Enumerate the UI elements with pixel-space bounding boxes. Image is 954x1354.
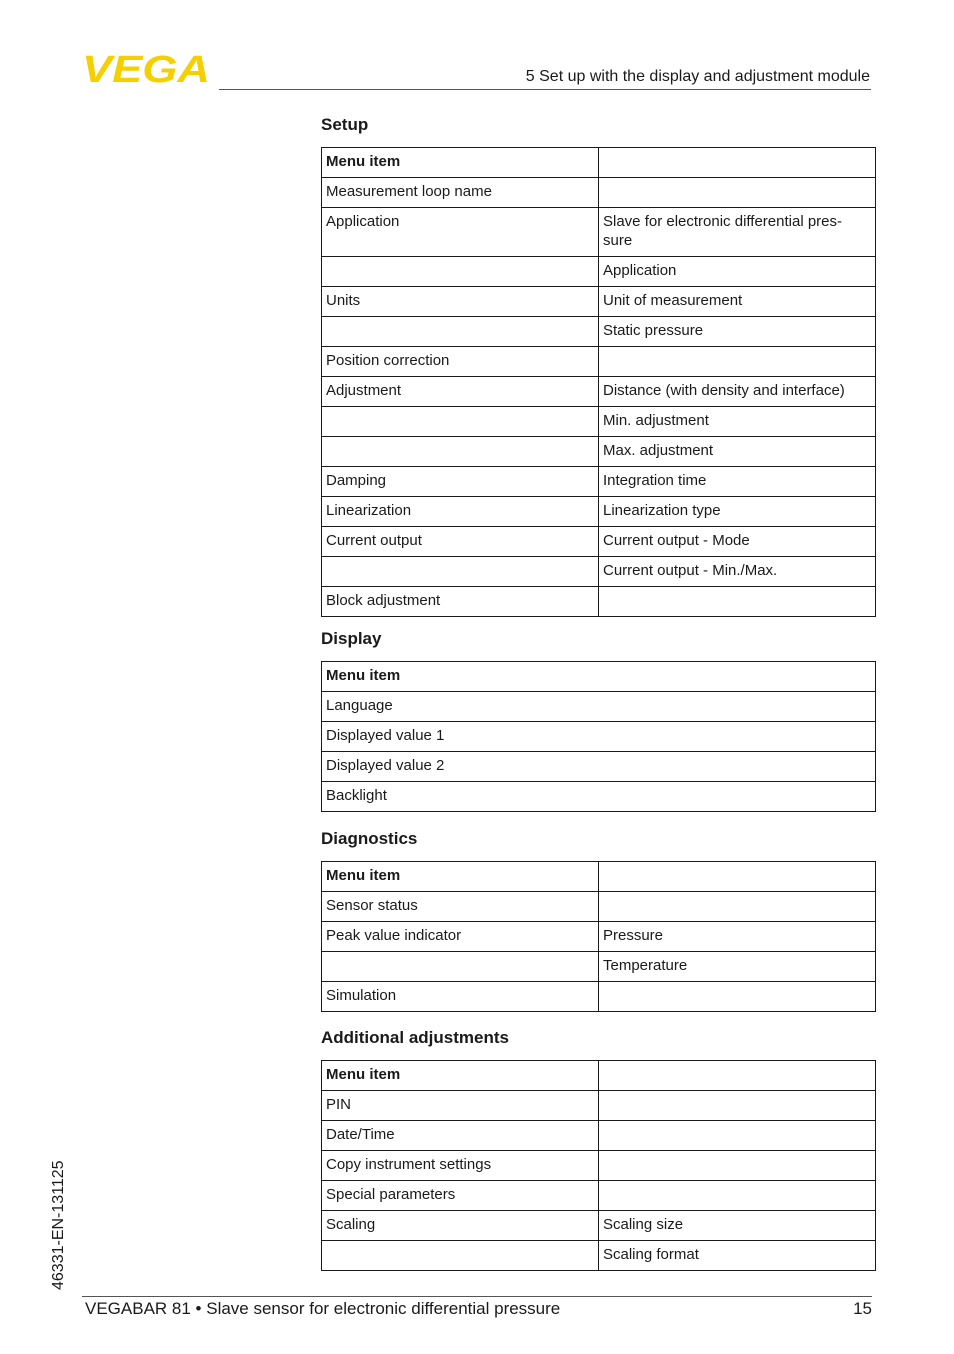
table-row xyxy=(322,178,876,208)
table-row xyxy=(322,467,876,497)
table-row xyxy=(322,1091,876,1121)
submenu-item-cell: Unit of measurement xyxy=(599,287,876,317)
display-table xyxy=(321,661,876,812)
menu-item-cell xyxy=(322,407,599,437)
table-row xyxy=(322,437,876,467)
submenu-item-cell: Scaling size xyxy=(599,1211,876,1241)
menu-item-cell: Menu item xyxy=(322,1061,599,1091)
menu-item-cell: Menu item xyxy=(322,662,876,692)
menu-item-cell: Displayed value 1 xyxy=(322,722,876,752)
document-code: 46331-EN-131125 xyxy=(50,1160,67,1290)
menu-item-cell: Language xyxy=(322,692,876,722)
menu-item-cell: Copy instrument settings xyxy=(322,1151,599,1181)
table-row xyxy=(322,377,876,407)
menu-item-cell: Menu item xyxy=(322,862,599,892)
menu-item-cell: PIN xyxy=(322,1091,599,1121)
menu-item-cell: Special parameters xyxy=(322,1181,599,1211)
menu-item-cell xyxy=(322,437,599,467)
table-row xyxy=(322,952,876,982)
table-row xyxy=(322,407,876,437)
menu-item-cell: Scaling xyxy=(322,1211,599,1241)
table-row xyxy=(322,922,876,952)
menu-item-cell: Linearization xyxy=(322,497,599,527)
submenu-item-cell: Linearization type xyxy=(599,497,876,527)
menu-item-cell xyxy=(322,557,599,587)
svg-text:VEGA: VEGA xyxy=(82,52,210,84)
table-row xyxy=(322,1121,876,1151)
submenu-item-cell: Max. adjustment xyxy=(599,437,876,467)
menu-item-cell: Date/Time xyxy=(322,1121,599,1151)
submenu-item-cell: Pressure xyxy=(599,922,876,952)
table-row xyxy=(322,287,876,317)
table-row xyxy=(322,722,876,752)
submenu-item-cell: Application xyxy=(599,257,876,287)
section-title-display: Display xyxy=(321,629,382,648)
submenu-item-cell: Min. adjustment xyxy=(599,407,876,437)
menu-item-cell: Current output xyxy=(322,527,599,557)
table-row xyxy=(322,1151,876,1181)
table-header-row xyxy=(322,862,876,892)
submenu-item-cell xyxy=(599,1061,876,1091)
submenu-item-cell xyxy=(599,1091,876,1121)
menu-item-cell: Measurement loop name xyxy=(322,178,599,208)
menu-item-cell xyxy=(322,1241,599,1271)
table-row xyxy=(322,1211,876,1241)
table-header-row xyxy=(322,148,876,178)
section-title-diagnostics: Diagnostics xyxy=(321,829,418,848)
submenu-item-cell: Slave for electronic differential pres- sure xyxy=(599,208,876,257)
menu-item-cell: Sensor status xyxy=(322,892,599,922)
submenu-item-cell: Temperature xyxy=(599,952,876,982)
table-row xyxy=(322,497,876,527)
submenu-item-cell: Static pressure xyxy=(599,317,876,347)
chapter-title: 5 Set up with the display and adjustment module xyxy=(525,68,870,85)
submenu-item-cell xyxy=(599,1181,876,1211)
section-title-setup: Setup xyxy=(321,115,369,134)
menu-item-cell: Units xyxy=(322,287,599,317)
menu-item-cell xyxy=(322,952,599,982)
header-divider xyxy=(219,89,871,90)
table-row xyxy=(322,208,876,257)
submenu-item-cell: Current output - Min./Max. xyxy=(599,557,876,587)
submenu-item-cell xyxy=(599,892,876,922)
menu-item-cell: Application xyxy=(322,208,599,257)
submenu-item-cell xyxy=(599,1151,876,1181)
menu-item-cell: Block adjustment xyxy=(322,587,599,617)
table-row xyxy=(322,782,876,812)
menu-item-cell xyxy=(322,257,599,287)
menu-item-cell xyxy=(322,317,599,347)
menu-item-cell: Damping xyxy=(322,467,599,497)
menu-item-cell: Adjustment xyxy=(322,377,599,407)
table-row xyxy=(322,892,876,922)
table-row xyxy=(322,317,876,347)
table-row xyxy=(322,347,876,377)
submenu-item-cell xyxy=(599,982,876,1012)
table-row xyxy=(322,1241,876,1271)
footer-title: VEGABAR 81 • Slave sensor for electronic differential pressure xyxy=(85,1299,561,1318)
submenu-item-cell xyxy=(599,178,876,208)
additional-table xyxy=(321,1060,876,1271)
submenu-item-cell: Integration time xyxy=(599,467,876,497)
table-row xyxy=(322,257,876,287)
submenu-item-cell: Current output - Mode xyxy=(599,527,876,557)
submenu-item-cell xyxy=(599,862,876,892)
submenu-item-cell: Distance (with density and interface) xyxy=(599,377,876,407)
menu-item-cell: Peak value indicator xyxy=(322,922,599,952)
table-row xyxy=(322,587,876,617)
table-header-row xyxy=(322,1061,876,1091)
submenu-item-cell xyxy=(599,148,876,178)
menu-item-cell: Simulation xyxy=(322,982,599,1012)
table-row xyxy=(322,1181,876,1211)
table-row xyxy=(322,557,876,587)
menu-item-cell: Menu item xyxy=(322,148,599,178)
submenu-item-cell xyxy=(599,587,876,617)
table-row xyxy=(322,752,876,782)
setup-table xyxy=(321,147,876,617)
vega-logo xyxy=(82,52,212,84)
footer-divider xyxy=(82,1296,872,1297)
table-row xyxy=(322,692,876,722)
page-number: 15 xyxy=(853,1299,872,1318)
table-header-row xyxy=(322,662,876,692)
submenu-item-cell xyxy=(599,347,876,377)
menu-item-cell: Position correction xyxy=(322,347,599,377)
menu-item-cell: Displayed value 2 xyxy=(322,752,876,782)
diagnostics-table xyxy=(321,861,876,1012)
table-row xyxy=(322,982,876,1012)
submenu-item-cell: Scaling format xyxy=(599,1241,876,1271)
submenu-item-cell xyxy=(599,1121,876,1151)
menu-item-cell: Backlight xyxy=(322,782,876,812)
table-row xyxy=(322,527,876,557)
section-title-additional: Additional adjustments xyxy=(321,1028,509,1047)
